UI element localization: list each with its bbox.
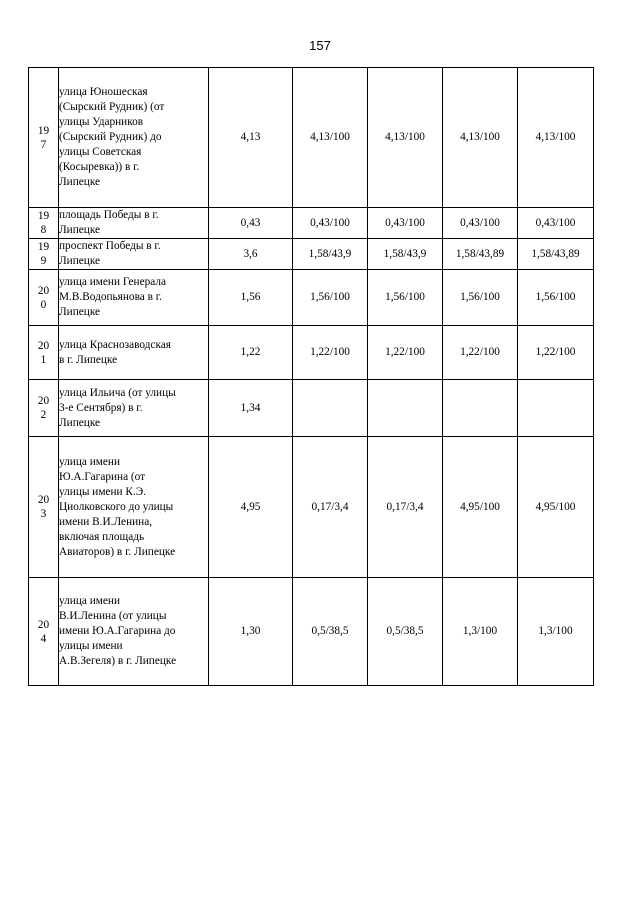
length-value: 4,95 xyxy=(209,437,293,578)
value-cell: 1,56/100 xyxy=(368,270,443,326)
value-cell: 0,43/100 xyxy=(518,208,594,239)
row-number: 20 1 xyxy=(29,326,59,380)
table-row xyxy=(29,68,594,208)
length-value: 1,56 xyxy=(209,270,293,326)
length-value: 1,22 xyxy=(209,326,293,380)
value-cell: 0,43/100 xyxy=(368,208,443,239)
value-cell: 1,56/100 xyxy=(293,270,368,326)
value-cell: 4,13/100 xyxy=(293,68,368,208)
row-number: 19 8 xyxy=(29,208,59,239)
row-number: 19 7 xyxy=(29,68,59,208)
value-cell: 1,58/43,89 xyxy=(443,239,518,270)
road-name: проспект Победы в г. Липецке xyxy=(59,239,209,270)
value-cell: 1,58/43,89 xyxy=(518,239,594,270)
road-name: улица Юношеская (Сырский Рудник) (от улицы Ударников (Сырский Рудник) до улицы Советская (Косыревка)) в г. Липецке xyxy=(59,68,209,208)
value-cell: 1,22/100 xyxy=(443,326,518,380)
value-cell: 4,13/100 xyxy=(443,68,518,208)
row-number: 20 2 xyxy=(29,380,59,437)
table-row xyxy=(29,270,594,326)
value-cell: 1,3/100 xyxy=(443,578,518,686)
value-cell: 1,56/100 xyxy=(443,270,518,326)
value-cell: 0,5/38,5 xyxy=(293,578,368,686)
value-cell: 1,58/43,9 xyxy=(368,239,443,270)
value-cell xyxy=(518,380,594,437)
value-cell: 4,95/100 xyxy=(443,437,518,578)
value-cell xyxy=(293,380,368,437)
value-cell: 0,43/100 xyxy=(293,208,368,239)
table-row xyxy=(29,326,594,380)
road-name: улица Краснозаводская в г. Липецке xyxy=(59,326,209,380)
value-cell: 1,3/100 xyxy=(518,578,594,686)
value-cell: 0,17/3,4 xyxy=(368,437,443,578)
table-row xyxy=(29,208,594,239)
road-name: улица имени Генерала М.В.Водопьянова в г. Липецке xyxy=(59,270,209,326)
row-number: 20 3 xyxy=(29,437,59,578)
length-value: 1,30 xyxy=(209,578,293,686)
page-number: 157 xyxy=(309,38,331,53)
length-value: 3,6 xyxy=(209,239,293,270)
value-cell: 1,22/100 xyxy=(368,326,443,380)
length-value: 4,13 xyxy=(209,68,293,208)
value-cell: 1,56/100 xyxy=(518,270,594,326)
value-cell: 0,5/38,5 xyxy=(368,578,443,686)
row-number: 20 0 xyxy=(29,270,59,326)
table-row xyxy=(29,437,594,578)
row-number: 20 4 xyxy=(29,578,59,686)
road-name: улица Ильича (от улицы 3-е Сентября) в г. Липецке xyxy=(59,380,209,437)
value-cell: 1,22/100 xyxy=(518,326,594,380)
table-row xyxy=(29,578,594,686)
road-name: площадь Победы в г. Липецке xyxy=(59,208,209,239)
table-row xyxy=(29,380,594,437)
row-number: 19 9 xyxy=(29,239,59,270)
length-value: 0,43 xyxy=(209,208,293,239)
table-row xyxy=(29,239,594,270)
road-name: улица имени В.И.Ленина (от улицы имени Ю.А.Гагарина до улицы имени А.В.Зегеля) в г. Липецке xyxy=(59,578,209,686)
value-cell xyxy=(443,380,518,437)
value-cell: 1,58/43,9 xyxy=(293,239,368,270)
value-cell: 0,43/100 xyxy=(443,208,518,239)
length-value: 1,34 xyxy=(209,380,293,437)
value-cell: 4,13/100 xyxy=(518,68,594,208)
value-cell xyxy=(368,380,443,437)
value-cell: 4,13/100 xyxy=(368,68,443,208)
roads-table xyxy=(28,67,594,686)
value-cell: 1,22/100 xyxy=(293,326,368,380)
value-cell: 0,17/3,4 xyxy=(293,437,368,578)
road-name: улица имени Ю.А.Гагарина (от улицы имени К.Э. Циолковского до улицы имени В.И.Ленина, включая площадь Авиаторов) в г. Липецке xyxy=(59,437,209,578)
value-cell: 4,95/100 xyxy=(518,437,594,578)
